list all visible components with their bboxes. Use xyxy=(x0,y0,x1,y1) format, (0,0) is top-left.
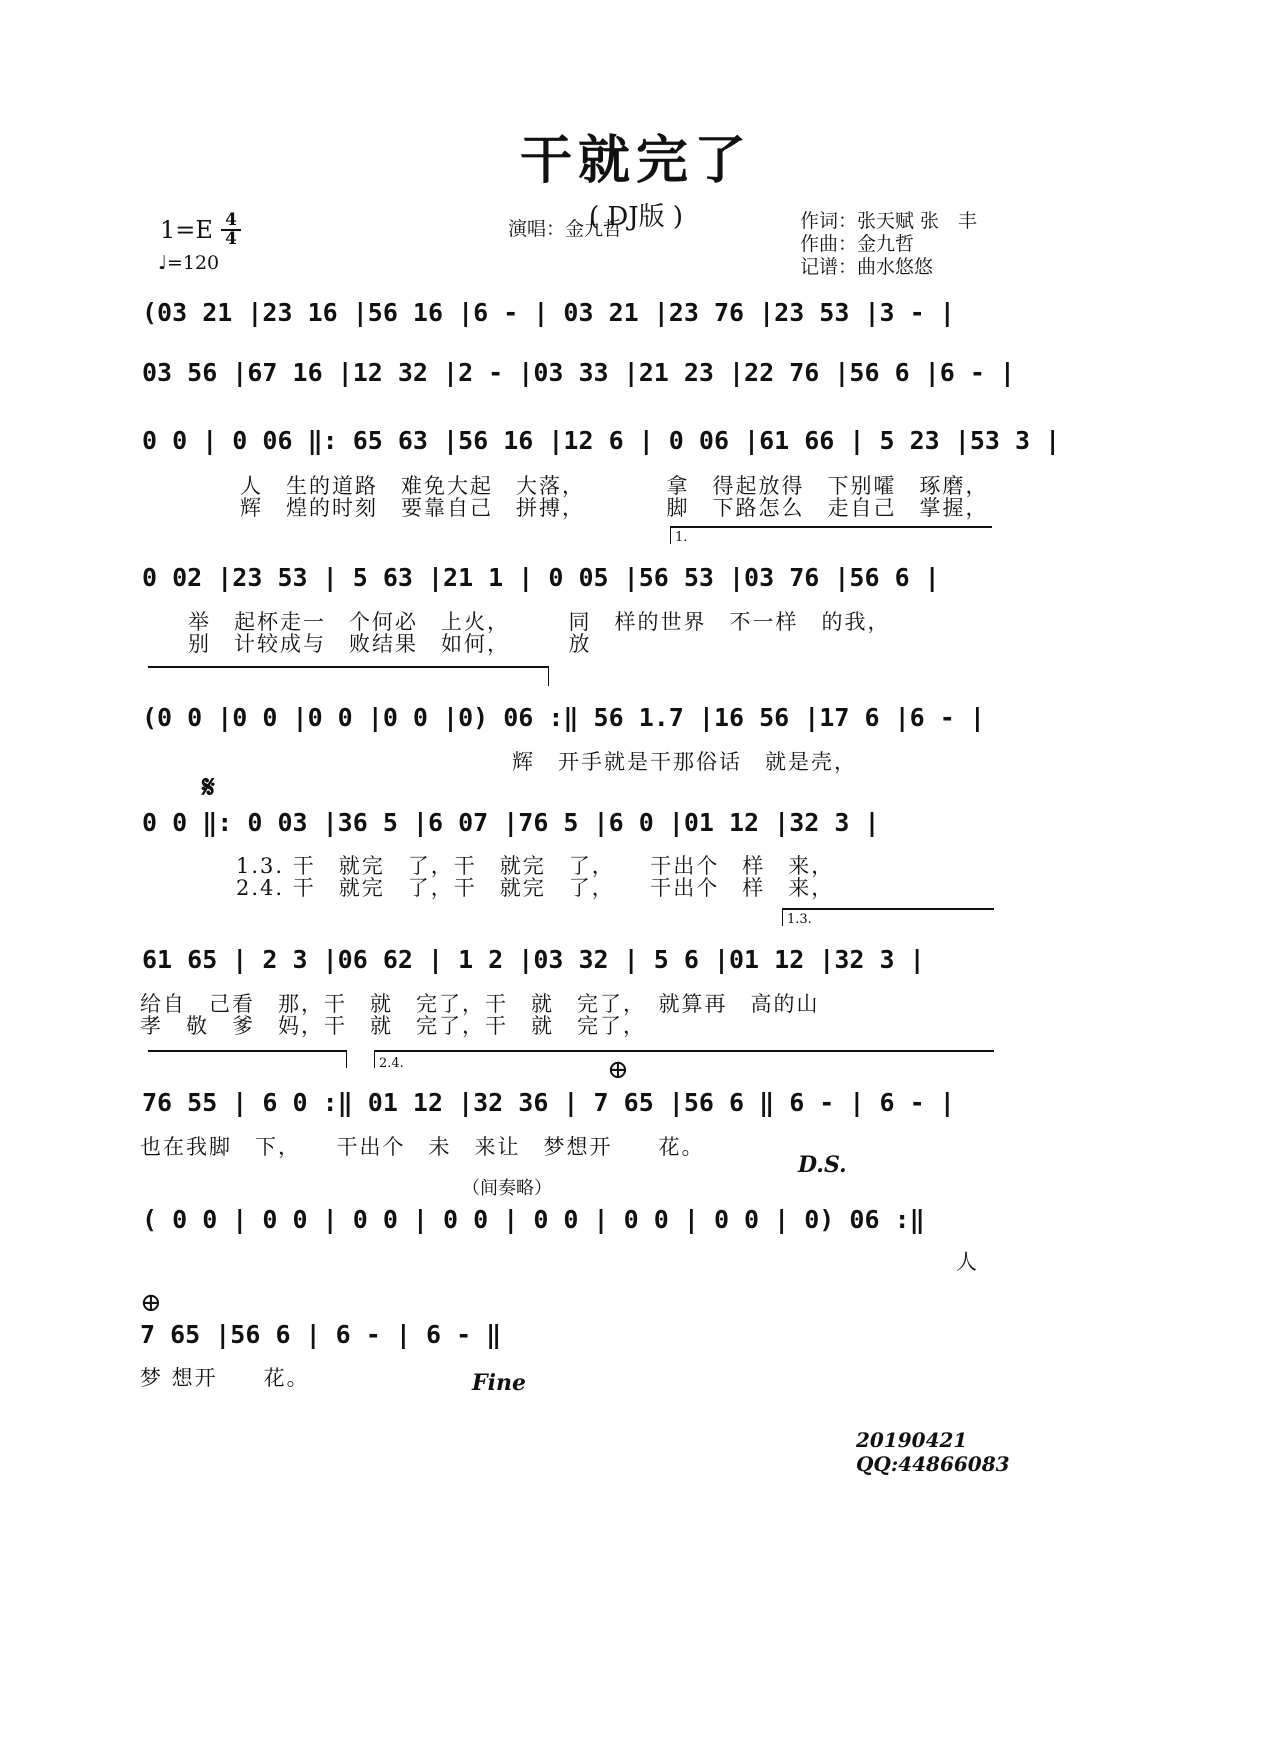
ds-mark: D.S. xyxy=(798,1152,847,1178)
volta-bracket-1-hook xyxy=(670,526,671,544)
lyric-row-7-verse-2: 孝 敬 爹 妈，干 就 完了，干 就 完了， xyxy=(140,1014,646,1038)
composer: 作曲：金九哲 xyxy=(800,233,915,255)
volta-bracket-13 xyxy=(782,908,994,910)
notation-row-10: 7 65 |56 6 | 6 - | 6 - ‖ xyxy=(140,1320,502,1349)
coda-sign: ⊕ xyxy=(607,1055,629,1085)
notation-row-1: (03 21 |23 16 |56 16 |6 - | 03 21 |23 76 |23 53 |3 - | xyxy=(142,298,955,327)
notation-row-7: 61 65 | 2 3 |06 62 | 1 2 |03 32 | 5 6 |01 12 |32 3 | xyxy=(142,945,925,974)
key-signature: 1=E xyxy=(160,216,213,244)
segno-sign: 𝄋 xyxy=(202,770,215,805)
notation-row-9: ( 0 0 | 0 0 | 0 0 | 0 0 | 0 0 | 0 0 | 0 0 | 0) 06 :‖ xyxy=(142,1205,925,1234)
lyric-row-4-verse-1: 举 起杯走一 个何必 上火， 同 样的世界 不一样 的我， xyxy=(188,610,891,634)
volta-bracket-24-hook xyxy=(374,1050,375,1068)
volta-bracket-row8-a xyxy=(148,1050,346,1052)
lyric-row-7-verse-1: 给自 己看 那，干 就 完了，干 就 完了， 就算再 高的山 xyxy=(140,992,820,1016)
notation-row-4: 0 02 |23 53 | 5 63 |21 1 | 0 05 |56 53 |03 76 |56 6 | xyxy=(142,563,940,592)
subtitle: ( DJ版 ) xyxy=(588,202,684,232)
interlude-note: （间奏略） xyxy=(462,1178,552,1199)
lyric-row-8: 也在我脚 下， 干出个 未 来让 梦想开 花。 xyxy=(140,1135,705,1159)
time-numerator: 4 xyxy=(225,210,237,230)
coda-sign-2: ⊕ xyxy=(140,1288,162,1318)
lyric-row-5: 辉 开手就是干那俗话 就是壳， xyxy=(512,750,857,774)
lyric-row-6-verse-2: 2.4. 干 就完 了，干 就完 了， 干出个 样 来， xyxy=(236,876,835,900)
volta-label-24: 2.4. xyxy=(379,1056,404,1071)
notation-row-5: (0 0 |0 0 |0 0 |0 0 |0) 06 :‖ 56 1.7 |16 56 |17 6 |6 - | xyxy=(142,703,985,732)
lyricist: 作词：张天赋 张 丰 xyxy=(800,210,978,232)
lyric-row-9: 人 xyxy=(956,1250,979,1274)
time-signature xyxy=(221,212,241,248)
volta-bracket-2 xyxy=(148,666,548,668)
singer: 演唱：金九哲 xyxy=(508,218,623,240)
lyric-row-3-verse-1: 人 生的道路 难免大起 大落， 拿 得起放得 下别嚯 琢磨， xyxy=(240,474,989,498)
time-denominator: 4 xyxy=(221,229,241,248)
volta-bracket-24 xyxy=(374,1050,994,1052)
volta-label-13: 1.3. xyxy=(787,912,812,927)
footer-date: 20190421 xyxy=(856,1428,968,1452)
lyric-row-10: 梦 想开 花。 xyxy=(140,1366,310,1390)
transcriber: 记谱：曲水悠悠 xyxy=(800,256,934,278)
fine-mark: Fine xyxy=(472,1370,526,1396)
notation-row-8: 76 55 | 6 0 :‖ 01 12 |32 36 | 7 65 |56 6 ‖ 6 - | 6 - | xyxy=(142,1088,955,1117)
notation-row-2: 03 56 |67 16 |12 32 |2 - |03 33 |21 23 |22 76 |56 6 |6 - | xyxy=(142,358,1015,387)
tempo: ♩=120 xyxy=(158,252,220,274)
page-title: 干就完了 xyxy=(519,130,752,191)
volta-bracket-2-hook xyxy=(548,666,549,686)
footer-qq: QQ:44866083 xyxy=(856,1452,1010,1476)
volta-label-1: 1. xyxy=(675,530,688,545)
lyric-row-6-verse-1: 1.3. 干 就完 了，干 就完 了， 干出个 样 来， xyxy=(236,854,835,878)
lyric-row-4-verse-2: 别 计较成与 败结果 如何， 放 xyxy=(188,632,592,656)
notation-row-3: 0 0 | 0 06 ‖: 65 63 |56 16 |12 6 | 0 06 |61 66 | 5 23 |53 3 | xyxy=(142,426,1061,455)
volta-bracket-row8-a-hook xyxy=(346,1050,347,1068)
volta-bracket-1 xyxy=(670,526,992,528)
lyric-row-3-verse-2: 辉 煌的时刻 要靠自己 拼搏， 脚 下路怎么 走自己 掌握， xyxy=(240,496,989,520)
notation-row-6: 0 0 ‖: 0 03 |36 5 |6 07 |76 5 |6 0 |01 12 |32 3 | xyxy=(142,808,880,837)
volta-bracket-13-hook xyxy=(782,908,783,926)
